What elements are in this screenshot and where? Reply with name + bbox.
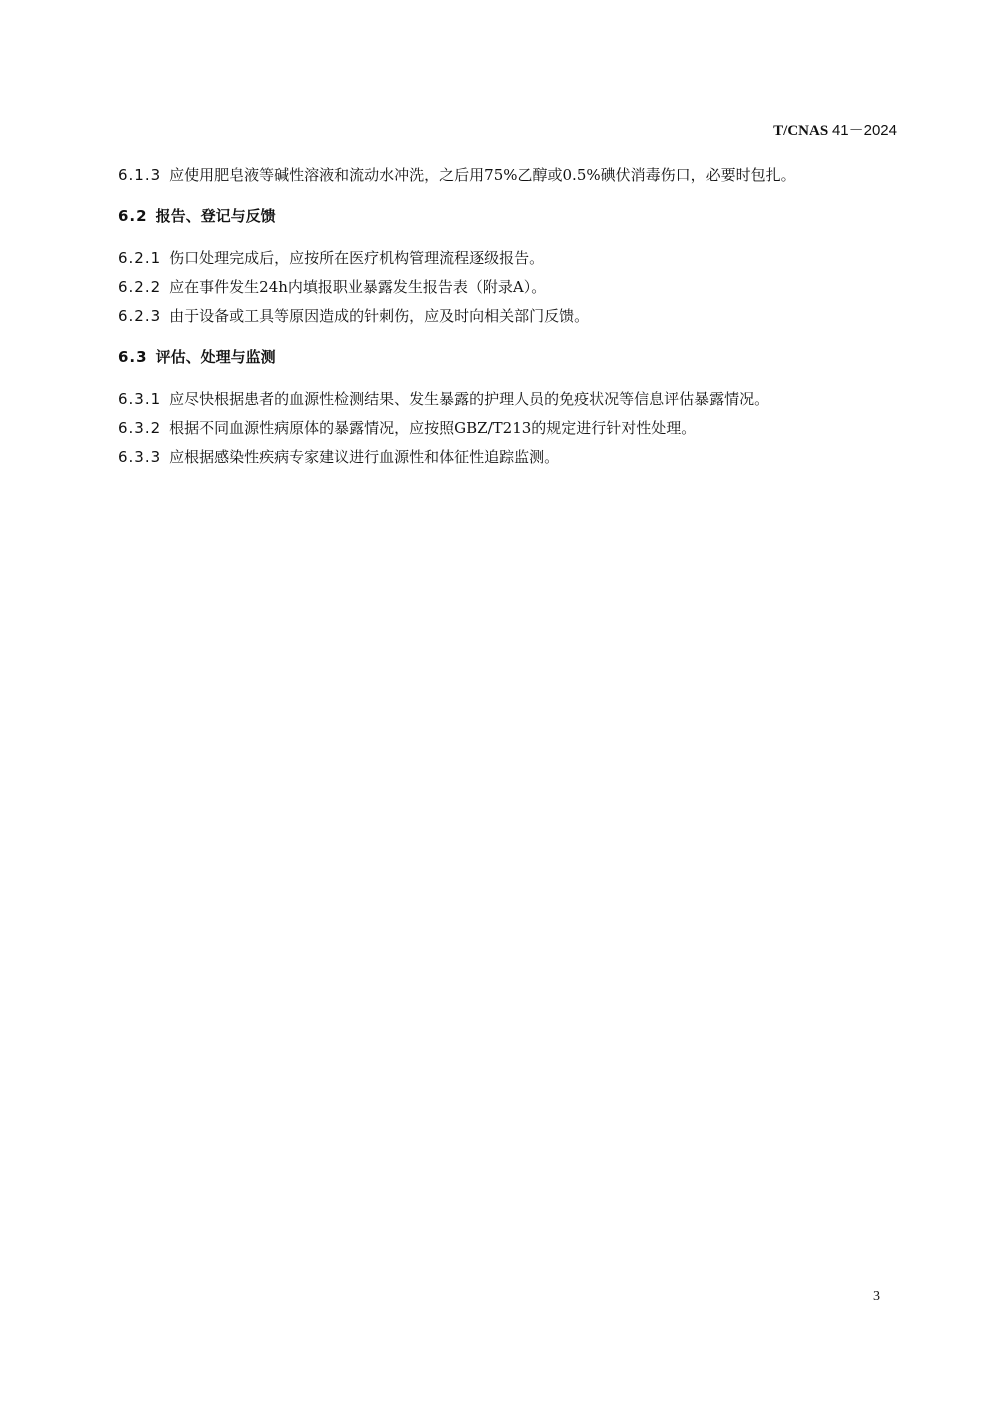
clause-6-2-3 — [118, 305, 908, 327]
clause-6-2-2 — [118, 276, 908, 298]
section-title-text: 评估、处理与监测 — [155, 348, 276, 366]
section-number: 6.2 — [118, 207, 148, 225]
clause-number: 6.2.1 — [118, 249, 162, 267]
clause-number: 6.3.3 — [118, 448, 162, 466]
clause-6-2-1 — [118, 247, 908, 269]
clause-number: 6.3.2 — [118, 419, 162, 437]
standard-id: T/CNAS — [773, 123, 829, 139]
clause-text: 由于设备或工具等原因造成的针刺伤，应及时向相关部门反馈。 — [169, 307, 590, 325]
clause-text: 应尽快根据患者的血源性检测结果、发生暴露的护理人员的免疫状况等信息评估暴露情况。 — [169, 390, 770, 408]
standard-header — [773, 119, 897, 140]
clause-text: 应根据感染性疾病专家建议进行血源性和体征性追踪监测。 — [169, 448, 560, 466]
clause-6-3-1 — [118, 388, 908, 410]
clause-6-1-3 — [118, 164, 908, 186]
clause-text: 伤口处理完成后，应按所在医疗机构管理流程逐级报告。 — [169, 249, 545, 267]
section-title-text: 报告、登记与反馈 — [155, 207, 276, 225]
standard-number: 41－2024 — [831, 122, 897, 139]
clause-6-3-3 — [118, 446, 908, 468]
clause-text: 应使用肥皂液等碱性溶液和流动水冲洗，之后用75%乙醇或0.5%碘伏消毒伤口，必要时包扎。 — [169, 166, 796, 184]
section-title-6-3 — [118, 346, 908, 368]
clause-text: 应在事件发生24h内填报职业暴露发生报告表（附录A）。 — [169, 278, 547, 296]
clause-number: 6.3.1 — [118, 390, 162, 408]
section-title-6-2 — [118, 205, 908, 227]
page-number: 3 — [873, 1289, 880, 1304]
clause-text: 根据不同血源性病原体的暴露情况，应按照GBZ/T213的规定进行针对性处理。 — [169, 419, 697, 437]
clause-number: 6.1.3 — [118, 166, 162, 184]
clause-number: 6.2.2 — [118, 278, 162, 296]
clause-6-3-2 — [118, 417, 908, 439]
document-body — [118, 164, 908, 468]
section-number: 6.3 — [118, 348, 148, 366]
clause-number: 6.2.3 — [118, 307, 162, 325]
